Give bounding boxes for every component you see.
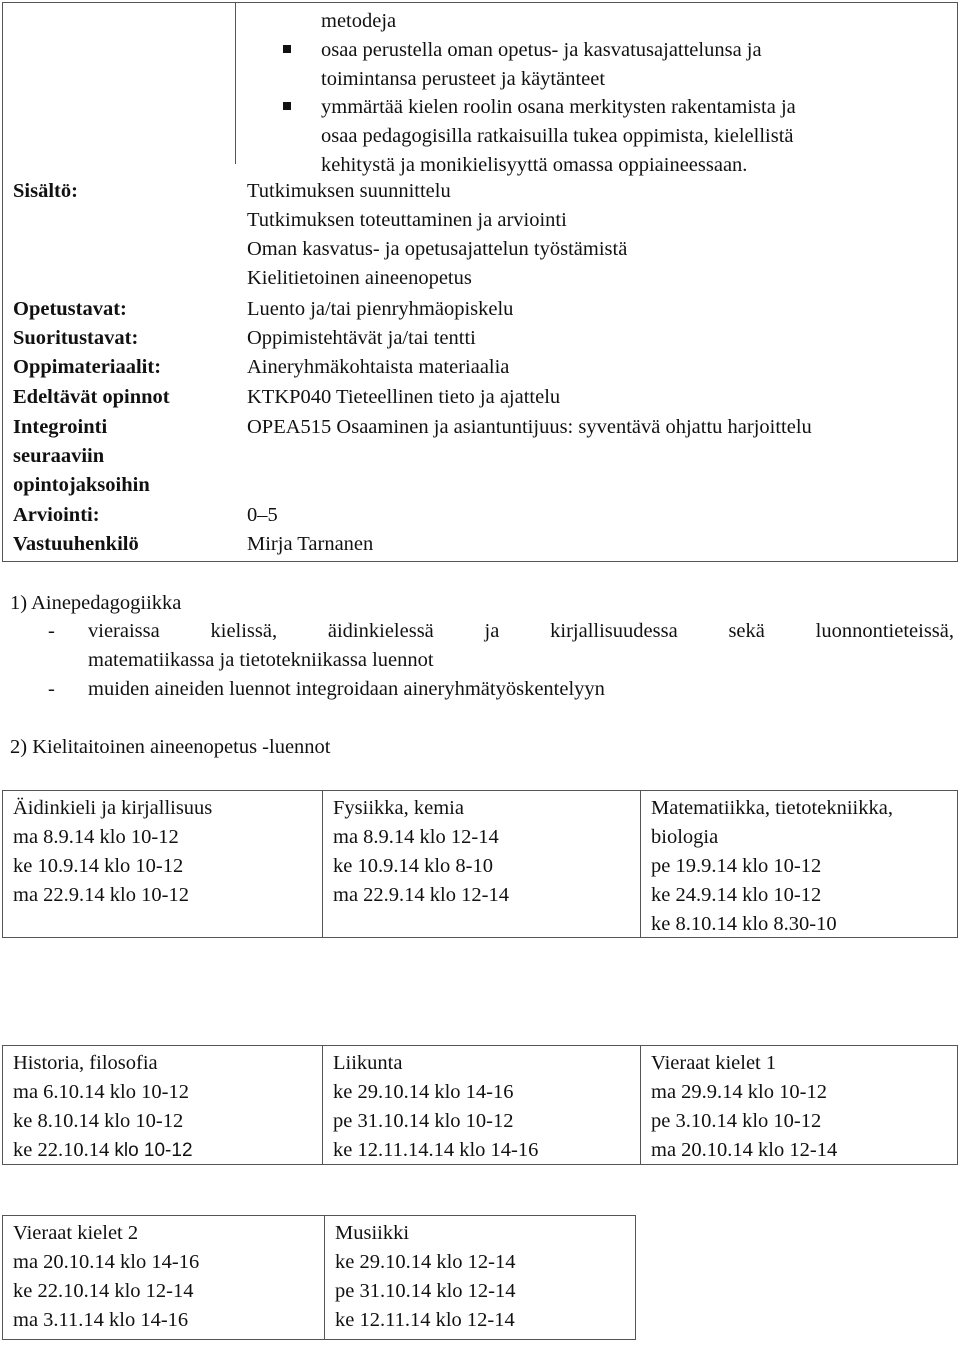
subject-title: Vieraat kielet 1 bbox=[651, 1052, 777, 1074]
row-label: Edeltävät opinnot bbox=[13, 386, 170, 408]
schedule-table-3 bbox=[2, 1215, 636, 1340]
row-value bbox=[247, 177, 952, 293]
label-line: opintojaksoihin bbox=[13, 474, 150, 496]
row-label: Suoritustavat: bbox=[13, 327, 139, 349]
row-label bbox=[13, 413, 238, 500]
objective-line: kehitystä ja monikielisyyttä omassa oppiaineessaan. bbox=[321, 153, 748, 176]
row-value: Aineryhmäkohtaista materiaalia bbox=[247, 356, 510, 378]
row-value: KTKP040 Tieteellinen tieto ja ajattelu bbox=[247, 386, 561, 408]
lecture-time: pe 31.10.14 klo 10-12 bbox=[333, 1110, 514, 1132]
section1-heading: 1) Ainepedagogiikka bbox=[10, 592, 182, 614]
lecture-time: ma 8.9.14 klo 12-14 bbox=[333, 826, 499, 848]
subject-title: Musiikki bbox=[335, 1222, 410, 1244]
row-label: Arviointi: bbox=[13, 504, 100, 526]
schedule-cell bbox=[3, 1216, 323, 1339]
lecture-time: ke 8.10.14 klo 10-12 bbox=[13, 1110, 184, 1132]
schedule-cell bbox=[322, 1046, 641, 1164]
lecture-time: ke 12.11.14 klo 12-14 bbox=[335, 1309, 515, 1331]
lecture-time: pe 31.10.14 klo 12-14 bbox=[335, 1280, 516, 1302]
subject-title: Liikunta bbox=[333, 1052, 403, 1074]
column-divider bbox=[235, 3, 236, 164]
schedule-cell bbox=[324, 1216, 635, 1339]
lecture-date: ke 22.10.14 bbox=[13, 1139, 115, 1161]
objective-line: osaa pedagogisilla ratkaisuilla tukea oppimista, kielellistä bbox=[321, 125, 794, 148]
row-label: Sisältö: bbox=[13, 180, 78, 202]
section2-heading: 2) Kielitaitoinen aineenopetus -luennot bbox=[10, 736, 331, 758]
lecture-time: ke 12.11.14.14 klo 14-16 bbox=[333, 1139, 539, 1161]
subject-title: Matematiikka, tietotekniikka, bbox=[651, 797, 893, 819]
lecture-time: ma 22.9.14 klo 12-14 bbox=[333, 884, 509, 906]
row-label: Opetustavat: bbox=[13, 298, 127, 320]
lecture-time: ke 29.10.14 klo 12-14 bbox=[335, 1251, 516, 1273]
list-item-line: matematiikassa ja tietotekniikassa luennot bbox=[88, 649, 434, 671]
subject-title: Historia, filosofia bbox=[13, 1052, 158, 1074]
lecture-time: ma 20.10.14 klo 12-14 bbox=[651, 1139, 838, 1161]
lecture-time: ma 22.9.14 klo 10-12 bbox=[13, 884, 189, 906]
label-line: seuraaviin bbox=[13, 445, 105, 467]
objective-list bbox=[281, 36, 949, 180]
content-line: Tutkimuksen suunnittelu bbox=[247, 180, 451, 202]
schedule-table-2 bbox=[2, 1045, 958, 1165]
schedule-cell bbox=[3, 1046, 323, 1164]
row-label: Vastuuhenkilö bbox=[13, 533, 139, 555]
lecture-time: ke 22.10.14 klo 12-14 bbox=[13, 1280, 194, 1302]
schedule-cell bbox=[322, 791, 641, 937]
list-item-line: vieraissa kielissä, äidinkielessä ja kirjallisuudessa sekä luonnontieteissä, bbox=[88, 620, 954, 642]
lecture-time: ma 29.9.14 klo 10-12 bbox=[651, 1081, 827, 1103]
lecture-time: ma 3.11.14 klo 14-16 bbox=[13, 1309, 189, 1331]
square-bullet-icon bbox=[283, 45, 291, 53]
content-line: Tutkimuksen toteuttaminen ja arviointi bbox=[247, 209, 567, 231]
lecture-time: pe 3.10.14 klo 10-12 bbox=[651, 1110, 822, 1132]
lecture-time: ma 6.10.14 klo 10-12 bbox=[13, 1081, 189, 1103]
objective-item bbox=[281, 93, 949, 179]
objective-line: toimintansa perusteet ja käytänteet bbox=[321, 67, 606, 90]
dash-marker: - bbox=[48, 620, 55, 642]
subject-title: Fysiikka, kemia bbox=[333, 797, 464, 819]
lecture-time bbox=[13, 1136, 193, 1165]
course-info-table bbox=[2, 2, 958, 562]
schedule-cell bbox=[3, 791, 323, 937]
lecture-time: ke 8.10.14 klo 8.30-10 bbox=[651, 913, 837, 935]
schedule-cell bbox=[640, 1046, 957, 1164]
row-value: Mirja Tarnanen bbox=[247, 533, 374, 555]
square-bullet-icon bbox=[283, 102, 291, 110]
lecture-time: pe 19.9.14 klo 10-12 bbox=[651, 855, 822, 877]
schedule-cell bbox=[640, 791, 957, 937]
content-line: Oman kasvatus- ja opetusajattelun työstämistä bbox=[247, 238, 628, 260]
row-label: Oppimateriaalit: bbox=[13, 356, 162, 378]
lecture-time: ke 24.9.14 klo 10-12 bbox=[651, 884, 822, 906]
subject-title: Vieraat kielet 2 bbox=[13, 1222, 139, 1244]
lecture-hours: klo 10-12 bbox=[114, 1140, 193, 1161]
subject-title: biologia bbox=[651, 826, 719, 848]
lecture-time: ma 20.10.14 klo 14-16 bbox=[13, 1251, 200, 1273]
content-line: Kielitietoinen aineenopetus bbox=[247, 267, 472, 289]
objective-item bbox=[281, 36, 949, 93]
label-line: Integrointi bbox=[13, 416, 108, 438]
lecture-time: ke 10.9.14 klo 10-12 bbox=[13, 855, 184, 877]
row-value: OPEA515 Osaaminen ja asiantuntijuus: syventävä ohjattu harjoittelu bbox=[247, 416, 812, 438]
row-value: Luento ja/tai pienryhmäopiskelu bbox=[247, 298, 514, 320]
metodeja-text: metodeja bbox=[321, 10, 397, 32]
schedule-table-1 bbox=[2, 790, 958, 938]
row-value: 0–5 bbox=[247, 504, 278, 526]
lecture-time: ma 8.9.14 klo 10-12 bbox=[13, 826, 179, 848]
lecture-time: ke 29.10.14 klo 14-16 bbox=[333, 1081, 514, 1103]
objective-line: osaa perustella oman opetus- ja kasvatusajattelunsa ja bbox=[321, 39, 762, 61]
lecture-time: ke 10.9.14 klo 8-10 bbox=[333, 855, 493, 877]
subject-title: Äidinkieli ja kirjallisuus bbox=[13, 797, 213, 819]
row-value: Oppimistehtävät ja/tai tentti bbox=[247, 327, 476, 349]
dash-marker: - bbox=[48, 678, 55, 700]
list-item-line: muiden aineiden luennot integroidaan aineryhmätyöskentelyyn bbox=[88, 678, 605, 700]
objective-line: ymmärtää kielen roolin osana merkitysten rakentamista ja bbox=[321, 96, 796, 119]
